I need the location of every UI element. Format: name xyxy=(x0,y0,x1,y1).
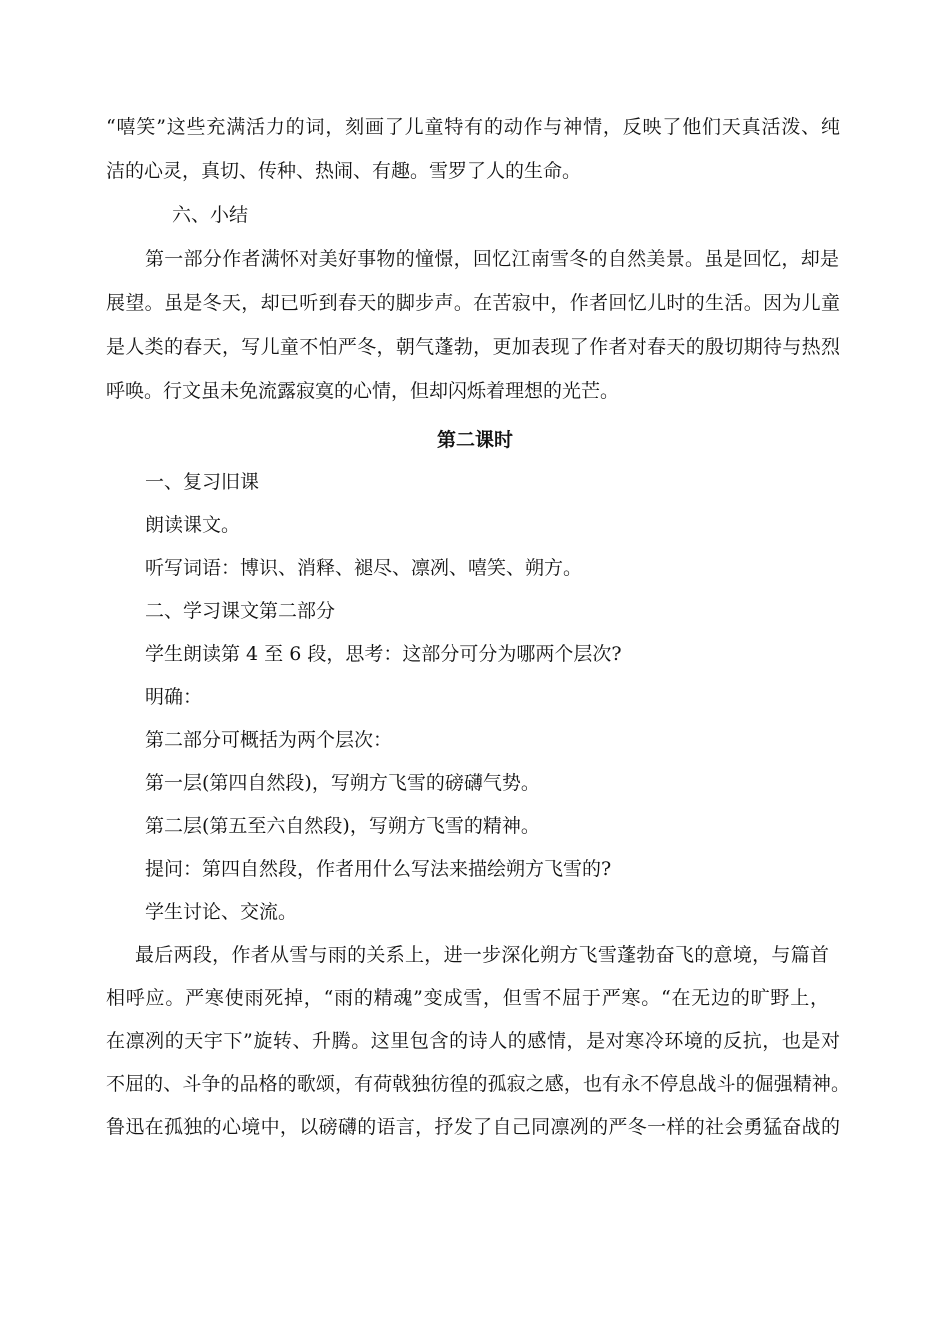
paragraph-line: 洁的心灵，真切、传种、热闹、有趣。雪罗了人的生命。 xyxy=(106,160,582,182)
paragraph-line: 不屈的、斗争的品格的歌颂，有荷戟独彷徨的孤寂之感，也有永不停息战斗的倔强精神。 xyxy=(106,1073,850,1095)
paragraph-line: 鲁迅在孤独的心境中，以磅礴的语言，抒发了自己同凛冽的严冬一样的社会勇猛奋战的 xyxy=(106,1116,840,1138)
paragraph-line: 提问：第四自然段，作者用什么写法来描绘朔方飞雪的? xyxy=(145,858,612,880)
lesson-title: 第二课时 xyxy=(436,429,513,451)
paragraph-line: 呼唤。行文虽未免流露寂寞的心情，但却闪烁着理想的光芒。 xyxy=(106,380,620,402)
paragraph-line: 在凛冽的天宇下”旋转、升腾。这里包含的诗人的感情，是对寒冷环境的反抗，也是对 xyxy=(106,1030,840,1052)
paragraph-line: 朗读课文。 xyxy=(145,514,241,536)
paragraph-line: 第一部分作者满怀对美好事物的憧憬，回忆江南雪冬的自然美景。虽是回忆，却是 xyxy=(145,248,839,270)
paragraph-line: 第一层(第四自然段)，写朔方飞雪的磅礴气势。 xyxy=(145,772,540,794)
paragraph-line: “嘻笑”这些充满活力的词，刻画了儿童特有的动作与神情，反映了他们天真活泼、纯 xyxy=(106,116,840,138)
paragraph-line: 学生讨论、交流。 xyxy=(145,901,298,923)
section-heading: 二、学习课文第二部分 xyxy=(145,600,336,622)
paragraph-line: 明确： xyxy=(145,686,203,708)
section-heading: 一、复习旧课 xyxy=(145,471,260,493)
paragraph-line: 第二层(第五至六自然段)，写朔方飞雪的精神。 xyxy=(145,815,540,837)
paragraph-line: 学生朗读第 4 至 6 段，思考：这部分可分为哪两个层次? xyxy=(145,643,622,665)
paragraph-line: 最后两段，作者从雪与雨的关系上，进一步深化朔方飞雪蓬勃奋飞的意境，与篇首 xyxy=(135,944,829,966)
paragraph-line: 听写词语：博识、消释、褪尽、凛冽、嘻笑、朔方。 xyxy=(145,557,583,579)
paragraph-line: 是人类的春天，写儿童不怕严冬，朝气蓬勃，更加表现了作者对春天的殷切期待与热烈 xyxy=(106,336,840,358)
paragraph-line: 第二部分可概括为两个层次： xyxy=(145,729,393,751)
paragraph-line: 展望。虽是冬天，却已听到春天的脚步声。在苦寂中，作者回忆儿时的生活。因为儿童 xyxy=(106,292,840,314)
paragraph-line: 相呼应。严寒使雨死掉，“雨的精魂”变成雪，但雪不屈于严寒。“在无边的旷野上， xyxy=(106,987,829,1009)
section-heading: 六、小结 xyxy=(172,204,249,226)
